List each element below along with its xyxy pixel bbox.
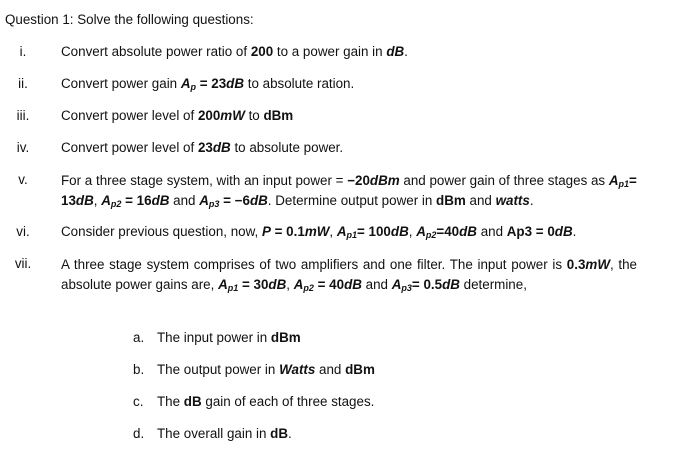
text-run: ,: [93, 193, 102, 208]
subitem-text-b: [157, 362, 375, 377]
text-run: The overall gain in: [157, 426, 271, 441]
item-num-i: i.: [19, 44, 27, 59]
text-run: .: [288, 426, 292, 441]
subitem-text-c: [157, 394, 374, 409]
subitem-text-a: [157, 330, 301, 345]
text-run: = 16: [121, 193, 152, 208]
text-run: p1: [618, 179, 630, 189]
item-text-v: [61, 171, 637, 211]
text-run: A: [416, 224, 426, 239]
text-run: dB: [270, 426, 288, 441]
text-run: dB: [249, 193, 268, 208]
text-run: 23: [197, 140, 213, 155]
text-run: A: [101, 193, 111, 208]
text-run: dB: [459, 224, 477, 239]
text-run: dB: [212, 140, 231, 155]
text-run: P: [261, 224, 271, 239]
text-run: ,: [329, 224, 337, 239]
text-run: p2: [110, 199, 122, 209]
text-run: dBm: [263, 108, 294, 123]
text-run: p3: [401, 283, 412, 293]
text-run: A: [199, 193, 209, 208]
text-run: determine,: [459, 277, 527, 292]
text-run: watts: [495, 193, 530, 208]
text-run: A: [180, 76, 191, 91]
text-run: and power gain of three stages as: [399, 173, 609, 188]
text-run: mW: [304, 224, 330, 239]
text-run: gain of each of three stages.: [201, 394, 375, 409]
text-run: Convert power level of: [61, 108, 198, 123]
text-run: = 40: [313, 277, 345, 292]
text-run: = 23: [196, 76, 227, 91]
text-run: p3: [208, 199, 220, 209]
text-run: dB: [151, 193, 170, 208]
item-num-iv: iv.: [16, 140, 30, 155]
text-run: = 0.1: [270, 224, 305, 239]
text-run: =40: [436, 224, 460, 239]
text-run: Ap3 = 0: [506, 224, 555, 239]
text-run: Watts: [279, 362, 316, 377]
text-run: dB: [183, 394, 202, 409]
text-run: to: [244, 108, 264, 123]
text-run: and: [315, 362, 346, 377]
text-run: −20: [347, 173, 370, 188]
item-text-iv: [61, 140, 343, 155]
text-run: dB: [554, 224, 573, 239]
item-text-ii: [61, 76, 354, 91]
text-run: . Determine output power in: [267, 193, 437, 208]
text-run: dB: [226, 76, 245, 91]
subitem-label-b: b.: [133, 362, 145, 377]
item-text-iii: [61, 108, 293, 123]
text-run: The output power in: [157, 362, 280, 377]
text-run: dB: [442, 277, 460, 292]
text-run: 200: [250, 44, 274, 59]
text-run: dB: [390, 224, 409, 239]
question-title: Question 1: Solve the following questions:: [5, 12, 254, 27]
item-num-vi: vi.: [16, 224, 30, 239]
text-run: p1: [227, 283, 239, 293]
text-run: dB: [344, 277, 362, 292]
text-run: For a three stage system, with an input power =: [61, 173, 348, 188]
text-run: A: [391, 277, 402, 292]
text-run: dB: [386, 44, 405, 59]
item-text-i: [61, 44, 408, 59]
text-run: dB: [75, 193, 94, 208]
subitem-label-a: a.: [133, 330, 145, 345]
text-run: = 13: [61, 173, 637, 208]
text-run: ,: [286, 277, 294, 292]
text-run: = −6: [219, 193, 250, 208]
item-num-v: v.: [18, 172, 28, 187]
text-run: .: [529, 193, 534, 208]
text-run: The input power in: [157, 330, 271, 345]
subitem-label-d: d.: [133, 426, 145, 441]
text-run: and: [465, 193, 496, 208]
item-num-ii: ii.: [18, 76, 28, 91]
subitem-text-d: [157, 426, 292, 441]
text-run: .: [572, 224, 577, 239]
text-run: Convert absolute power ratio of: [61, 44, 251, 59]
text-run: A three stage system comprises of two amplifiers and one filter. The input power is: [61, 257, 567, 272]
text-run: = 30: [238, 277, 269, 292]
text-run: A: [218, 277, 228, 292]
text-run: A: [608, 173, 619, 188]
text-run: Convert power level of: [61, 140, 198, 155]
text-run: to a power gain in: [273, 44, 387, 59]
text-run: to absolute power.: [230, 140, 344, 155]
text-run: mW: [220, 108, 245, 123]
text-run: Consider previous question, now,: [61, 224, 262, 239]
subitem-label-c: c.: [133, 394, 144, 409]
text-run: .: [404, 44, 408, 59]
text-run: to absolute ration.: [244, 76, 355, 91]
text-run: = 0.5: [411, 277, 443, 292]
text-run: dBm: [436, 193, 466, 208]
text-run: p: [190, 82, 197, 92]
text-run: ,: [408, 224, 417, 239]
text-run: p1: [346, 230, 357, 240]
text-run: dB: [268, 277, 287, 292]
text-run: The: [157, 394, 184, 409]
item-num-vii: vii.: [14, 256, 32, 271]
item-text-vi: [61, 224, 576, 239]
text-run: mW: [585, 257, 610, 272]
text-run: dBm: [270, 330, 301, 345]
text-run: A: [293, 277, 304, 292]
item-text-vii: [61, 255, 637, 295]
item-num-iii: iii.: [16, 108, 30, 123]
text-run: 200: [197, 108, 221, 123]
text-run: Convert power gain: [61, 76, 181, 91]
text-run: 0.3: [566, 257, 586, 272]
text-run: p2: [303, 283, 314, 293]
text-run: and: [361, 277, 392, 292]
text-run: , the absolute power gains are,: [61, 257, 637, 292]
text-run: A: [336, 224, 347, 239]
text-run: and: [476, 224, 507, 239]
text-run: dBm: [345, 362, 375, 377]
text-run: and: [169, 193, 200, 208]
text-run: dBm: [369, 173, 400, 188]
text-run: = 100: [357, 224, 391, 239]
text-run: p2: [425, 230, 437, 240]
